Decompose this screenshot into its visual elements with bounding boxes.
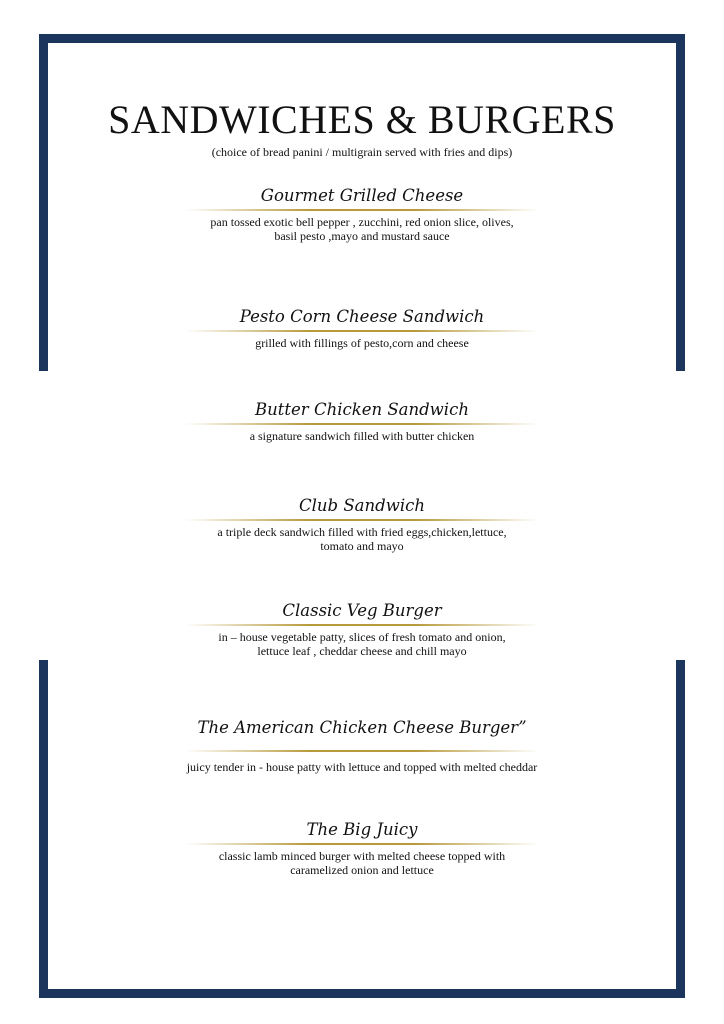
gold-divider (185, 330, 539, 332)
menu-title: SANDWICHES & BURGERS (108, 97, 616, 142)
item-description: a signature sandwich filled with butter chicken (249, 429, 475, 443)
item-description: pan tossed exotic bell pepper , zucchini, red onion slice, olives, (210, 215, 514, 229)
gold-divider (185, 750, 539, 752)
item-name: Club Sandwich (299, 496, 425, 515)
gold-divider (185, 209, 539, 211)
item-name: Butter Chicken Sandwich (255, 400, 469, 419)
gold-divider (185, 423, 539, 425)
menu-item (0, 496, 724, 553)
item-description: lettuce leaf , cheddar cheese and chill mayo (257, 644, 467, 658)
item-name: Gourmet Grilled Cheese (260, 186, 464, 205)
item-description: in – house vegetable patty, slices of fresh tomato and onion, (218, 630, 506, 644)
item-description: caramelized onion and lettuce (290, 863, 434, 877)
item-name: The Big Juicy (306, 820, 418, 839)
item-name: The American Chicken Cheese Burger” (197, 718, 527, 737)
menu-item (0, 601, 724, 658)
item-description: a triple deck sandwich filled with fried eggs,chicken,lettuce, (217, 525, 507, 539)
menu-item (0, 820, 724, 877)
gold-divider (185, 624, 539, 626)
item-description: classic lamb minced burger with melted cheese topped with (218, 849, 506, 863)
item-name: Pesto Corn Cheese Sandwich (239, 307, 485, 326)
menu-item (0, 400, 724, 443)
menu-item (0, 718, 724, 774)
item-description: grilled with fillings of pesto,corn and cheese (255, 336, 469, 350)
item-description: tomato and mayo (320, 539, 404, 553)
gold-divider (185, 843, 539, 845)
item-description: basil pesto ,mayo and mustard sauce (274, 229, 450, 243)
item-name: Classic Veg Burger (282, 601, 442, 620)
menu-item (0, 186, 724, 243)
item-description: juicy tender in - house patty with lettuce and topped with melted cheddar (186, 760, 538, 774)
menu-item (0, 307, 724, 350)
menu-subtitle: (choice of bread panini / multigrain served with fries and dips) (211, 145, 513, 159)
gold-divider (185, 519, 539, 521)
